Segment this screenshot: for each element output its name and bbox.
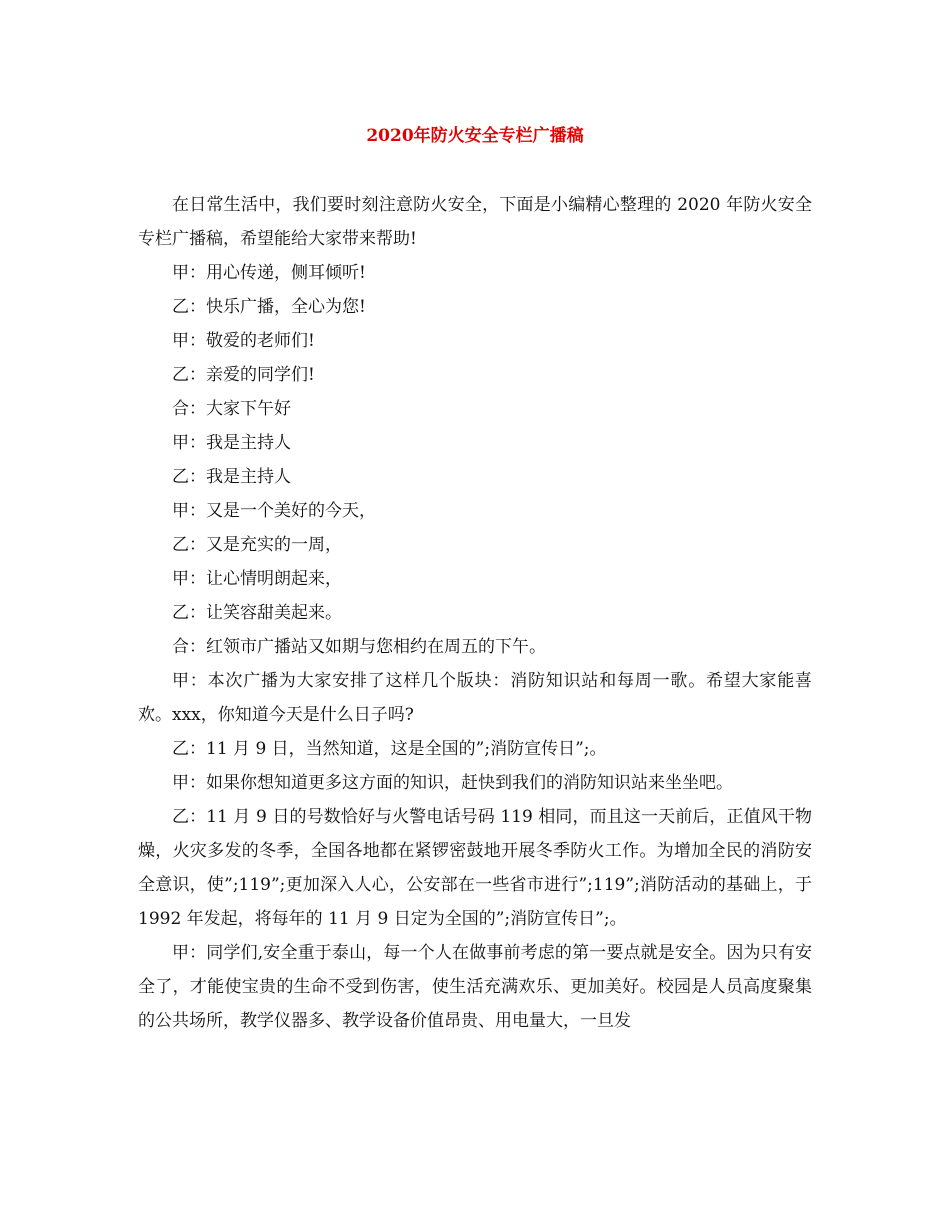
document-title: 2020年防火安全专栏广播稿 (366, 126, 584, 146)
paragraph-dialogue: 乙：让笑容甜美起来。 (172, 603, 342, 623)
document-body (138, 188, 812, 1038)
paragraph-dialogue: 合：大家下午好 (172, 399, 291, 419)
paragraph-dialogue: 甲：用心传递，侧耳倾听! (172, 263, 366, 283)
paragraph-dialogue: 甲：本次广播为大家安排了这样几个版块：消防知识站和每周一歌。希望大家能喜欢。xxx，你知道今天是什么日子吗? (138, 671, 812, 725)
paragraph-dialogue: 乙：我是主持人 (172, 467, 291, 487)
paragraph-dialogue: 甲：同学们,安全重于泰山，每一个人在做事前考虑的第一要点就是安全。因为只有安全了，才能使宝贵的生命不受到伤害，使生活充满欢乐、更加美好。校园是人员高度聚集的公共场所，教学仪器多、教学设备价值昂贵、用电量大，一旦发 (138, 943, 812, 1031)
paragraph-dialogue: 乙：快乐广播，全心为您! (172, 297, 366, 317)
paragraph-dialogue: 合：红领市广播站又如期与您相约在周五的下午。 (172, 637, 546, 657)
paragraph-dialogue: 甲：敬爱的老师们! (172, 331, 315, 351)
paragraph-dialogue: 乙：又是充实的一周， (172, 535, 342, 555)
paragraph-dialogue: 乙：11 月 9 日，当然知道，这是全国的”;消防宣传日”;。 (172, 739, 607, 759)
paragraph-dialogue: 甲：让心情明朗起来， (172, 569, 342, 589)
paragraph-dialogue: 甲：如果你想知道更多这方面的知识，赶快到我们的消防知识站来坐坐吧。 (172, 773, 733, 793)
paragraph-dialogue: 甲：又是一个美好的今天， (172, 501, 376, 521)
paragraph-dialogue: 甲：我是主持人 (172, 433, 291, 453)
paragraph-dialogue: 乙：11 月 9 日的号数恰好与火警电话号码 119 相同，而且这一天前后，正值风干物燥，火灾多发的冬季，全国各地都在紧锣密鼓地开展冬季防火工作。为增加全民的消防安全意识，使”;119”;更加深入人心，公安部在一些省市进行”;119”;消防活动的基础上，于 1992 年发起，将每年的 11 月 9 日定为全国的”;消防宣传日”;。 (138, 807, 812, 929)
paragraph-intro: 在日常生活中，我们要时刻注意防火安全，下面是小编精心整理的 2020 年防火安全专栏广播稿，希望能给大家带来帮助! (138, 195, 812, 249)
paragraph-dialogue: 乙：亲爱的同学们! (172, 365, 315, 385)
